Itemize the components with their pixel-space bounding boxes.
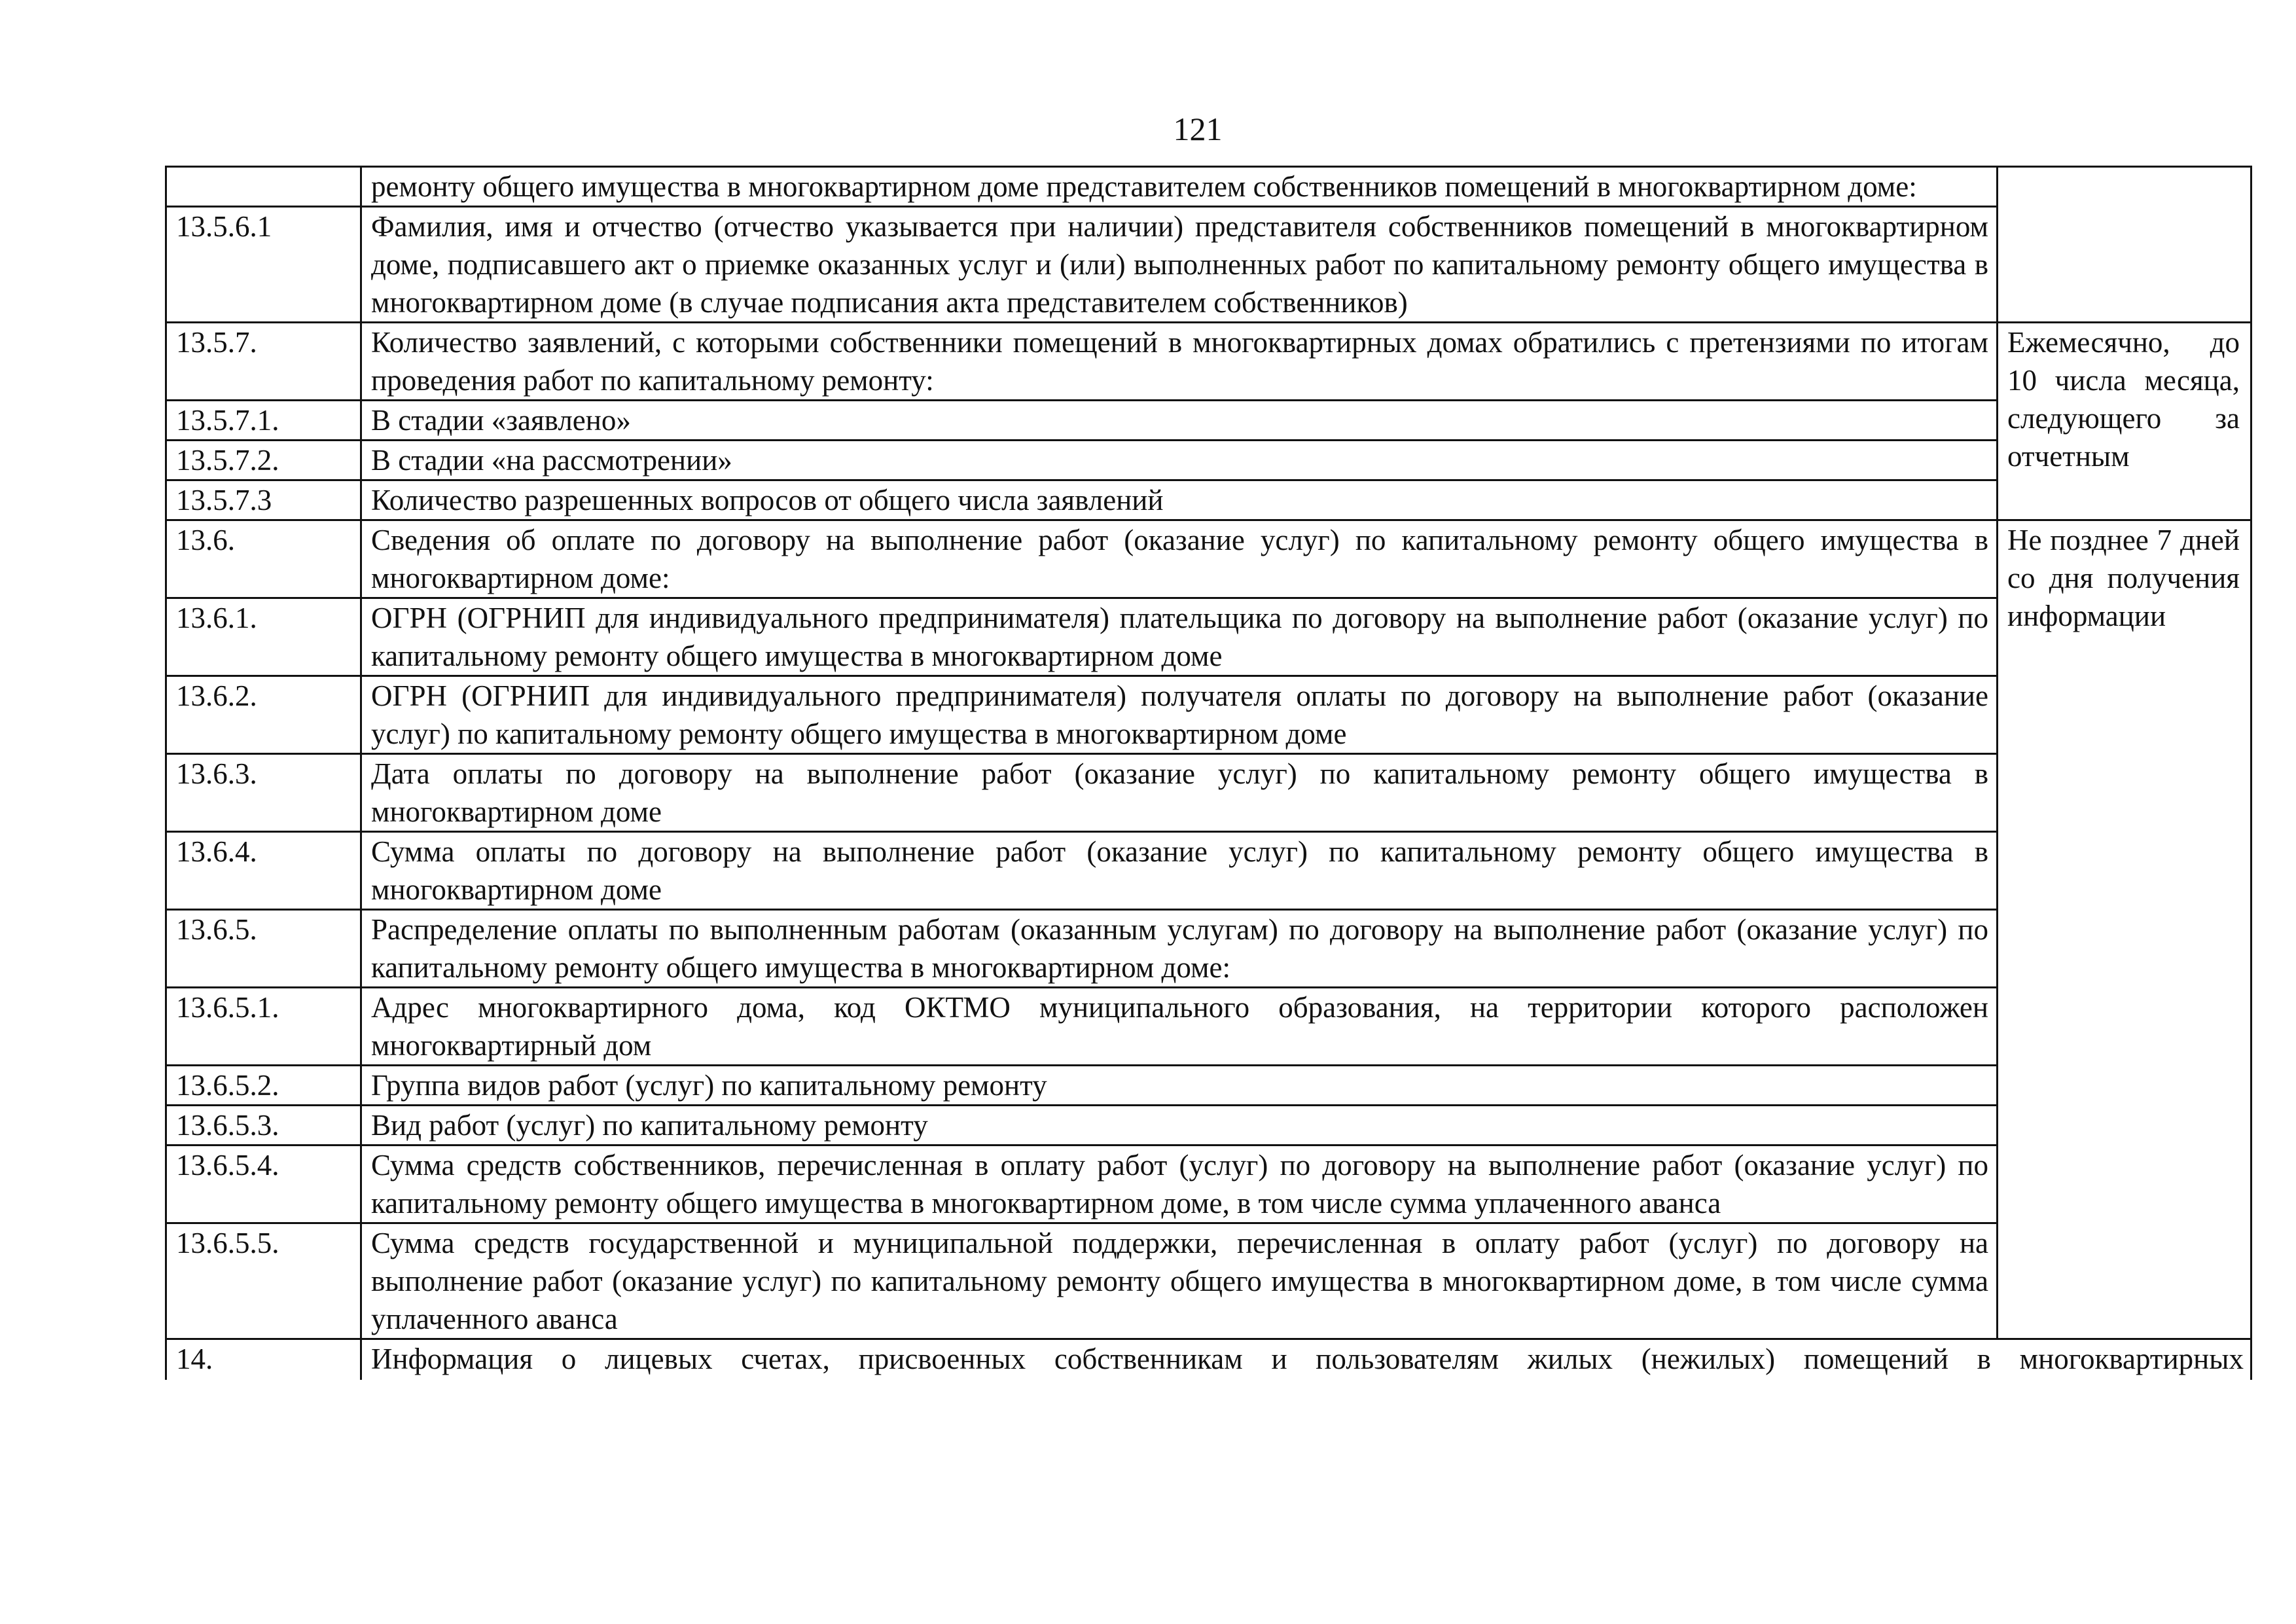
table-row [166, 1066, 2251, 1106]
requirements-table [165, 166, 2252, 1380]
row-description: Сумма средств государственной и муниципальной поддержки, перечисленная в оплату работ (услуг) по договору на выполнение работ (оказание услуг) по капитальному ремонту общего имущества в многоквартирном доме, в том числе сумма уплаченного аванса [361, 1223, 1998, 1339]
row-number: 13.5.6.1 [166, 207, 361, 323]
row-number: 13.5.7.3 [166, 480, 361, 520]
row-description: Адрес многоквартирного дома, код ОКТМО муниципального образования, на территории которого расположен многоквартирный дом [361, 988, 1998, 1066]
table-row [166, 832, 2251, 910]
row-description: ремонту общего имущества в многоквартирном доме представителем собственников помещений в многоквартирном доме: [361, 167, 1998, 207]
row-description: Распределение оплаты по выполненным работам (оказанным услугам) по договору на выполнение работ (оказание услуг) по капитальному ремонту общего имущества в многоквартирном доме: [361, 910, 1998, 988]
row-description: ОГРН (ОГРНИП для индивидуального предпринимателя) получателя оплаты по договору на выполнение работ (оказание услуг) по капитальному ремонту общего имущества в многоквартирном доме [361, 676, 1998, 754]
row-description: Дата оплаты по договору на выполнение работ (оказание услуг) по капитальному ремонту общего имущества в многоквартирном доме [361, 754, 1998, 832]
row-description: В стадии «заявлено» [361, 401, 1998, 441]
row-number: 13.6.5.4. [166, 1146, 361, 1223]
row-description: Информация о лицевых счетах, присвоенных собственникам и пользователям жилых (нежилых) помещений в многоквартирных [361, 1339, 2251, 1379]
page-number: 121 [1173, 111, 1223, 147]
table-row [166, 520, 2251, 598]
row-description: Группа видов работ (услуг) по капитальному ремонту [361, 1066, 1998, 1106]
row-number: 13.5.7.2. [166, 441, 361, 480]
row-description: Количество разрешенных вопросов от общего числа заявлений [361, 480, 1998, 520]
row-number: 13.6.1. [166, 598, 361, 676]
row-description: В стадии «на рассмотрении» [361, 441, 1998, 480]
row-description: Фамилия, имя и отчество (отчество указывается при наличии) представителя собственников помещений в многоквартирном доме, подписавшего акт о приемке оказанных услуг и (или) выполненных работ по капитальному ремонту общего имущества в многоквартирном доме (в случае подписания акта представителем собственников) [361, 207, 1998, 323]
table-row [166, 988, 2251, 1066]
table-row [166, 1106, 2251, 1146]
table-row [166, 676, 2251, 754]
row-number: 14. [166, 1339, 361, 1379]
frequency-cell: Не позднее 7 дней со дня получения информации [1998, 520, 2251, 1339]
table-row [166, 754, 2251, 832]
row-number: 13.6.2. [166, 676, 361, 754]
frequency-cell [1998, 167, 2251, 323]
row-description: Сумма средств собственников, перечисленная в оплату работ (услуг) по договору на выполнение работ (оказание услуг) по капитальному ремонту общего имущества в многоквартирном доме, в том числе сумма уплаченного аванса [361, 1146, 1998, 1223]
row-description: ОГРН (ОГРНИП для индивидуального предпринимателя) плательщика по договору на выполнение работ (оказание услуг) по капитальному ремонту общего имущества в многоквартирном доме [361, 598, 1998, 676]
row-number: 13.6.5.3. [166, 1106, 361, 1146]
row-number: 13.6.5. [166, 910, 361, 988]
row-number: 13.6.5.5. [166, 1223, 361, 1339]
table-row [166, 207, 2251, 323]
table-row [166, 323, 2251, 401]
table-row [166, 480, 2251, 520]
row-description: Вид работ (услуг) по капитальному ремонту [361, 1106, 1998, 1146]
row-number: 13.6. [166, 520, 361, 598]
table-row [166, 401, 2251, 441]
row-number: 13.6.4. [166, 832, 361, 910]
row-number: 13.6.5.2. [166, 1066, 361, 1106]
table-row [166, 1339, 2251, 1379]
table-row [166, 1146, 2251, 1223]
row-description: Сведения об оплате по договору на выполнение работ (оказание услуг) по капитальному ремонту общего имущества в многоквартирном доме: [361, 520, 1998, 598]
frequency-cell: Ежемесячно, до 10 числа месяца, следующего за отчетным [1998, 323, 2251, 520]
row-description: Сумма оплаты по договору на выполнение работ (оказание услуг) по капитальному ремонту общего имущества в многоквартирном доме [361, 832, 1998, 910]
row-description: Количество заявлений, с которыми собственники помещений в многоквартирных домах обратились с претензиями по итогам проведения работ по капитальному ремонту: [361, 323, 1998, 401]
row-number [166, 167, 361, 207]
row-number: 13.5.7. [166, 323, 361, 401]
table-row [166, 441, 2251, 480]
table-row [166, 1223, 2251, 1339]
row-number: 13.5.7.1. [166, 401, 361, 441]
table-row [166, 598, 2251, 676]
row-number: 13.6.3. [166, 754, 361, 832]
table-row [166, 167, 2251, 207]
row-number: 13.6.5.1. [166, 988, 361, 1066]
table-row [166, 910, 2251, 988]
